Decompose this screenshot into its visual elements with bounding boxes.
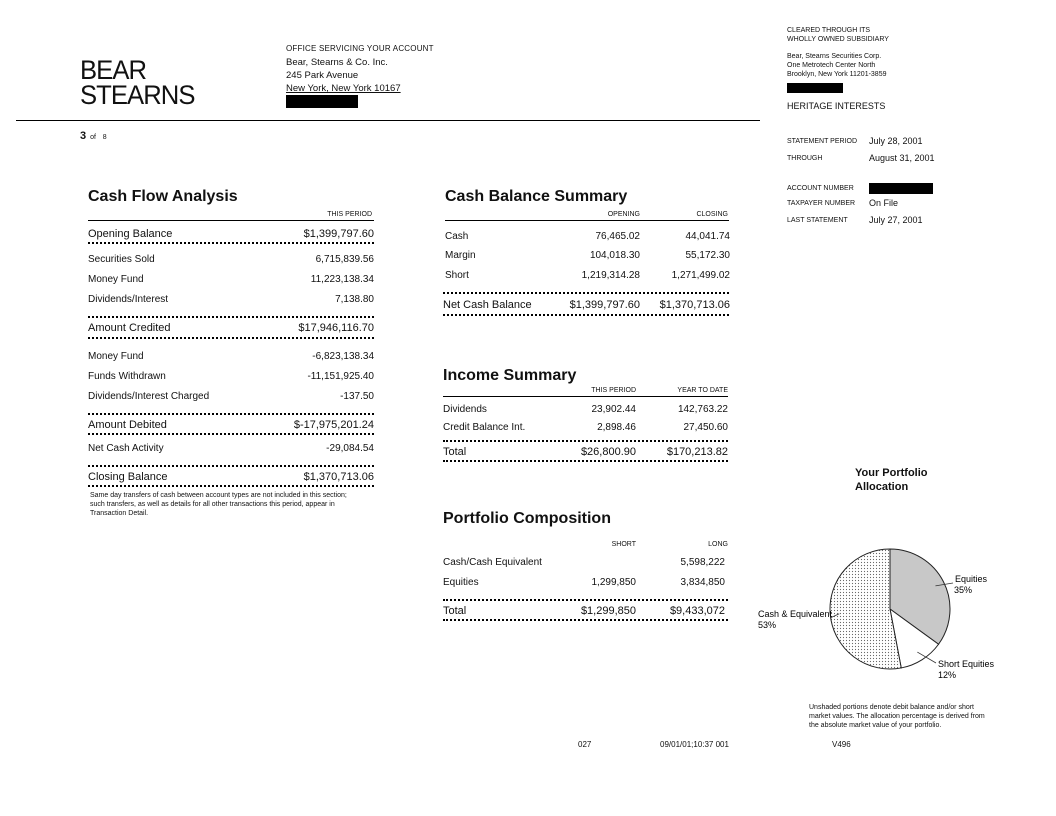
table-row: Short 1,219,314.28 1,271,499.02	[445, 270, 730, 281]
dotted-divider	[88, 316, 374, 318]
table-row: Money Fund 11,223,138.34	[88, 274, 374, 285]
portfolio-total-row: Total $1,299,850 $9,433,072	[443, 605, 725, 617]
dotted-divider	[443, 619, 728, 621]
portfolio-title: Portfolio Composition	[443, 510, 611, 527]
table-row: Dividends/Interest Charged -137.50	[88, 391, 374, 402]
allocation-pie-chart	[740, 540, 1050, 690]
amount-debited-row: Amount Debited $-17,975,201.24	[88, 419, 374, 431]
pie-label: Cash & Equivalent	[758, 609, 833, 619]
table-row: Cash 76,465.02 44,041.74	[445, 231, 730, 242]
table-row: Money Fund -6,823,138.34	[88, 351, 374, 362]
dotted-divider	[443, 440, 728, 442]
opening-balance-row: Opening Balance $1,399,797.60	[88, 228, 374, 240]
office-city: New York, New York 10167	[286, 83, 401, 94]
col-header-short: SHORT	[611, 541, 636, 548]
allocation-title: Your Portfolio Allocation	[855, 467, 928, 493]
pie-percent-label: 12%	[938, 670, 957, 680]
footer-code: 027	[578, 740, 592, 749]
col-header-long: LONG	[708, 541, 728, 548]
cash-balance-title: Cash Balance Summary	[445, 188, 628, 205]
dotted-divider	[88, 433, 374, 435]
net-cash-activity-row: Net Cash Activity -29,084.54	[88, 443, 374, 454]
pie-percent-label: 53%	[758, 620, 777, 630]
income-title: Income Summary	[443, 367, 577, 384]
dotted-divider	[443, 460, 728, 462]
table-row: Credit Balance Int. 2,898.46 27,450.60	[443, 422, 728, 433]
cash-flow-col-header: THIS PERIOD	[327, 211, 372, 218]
net-cash-balance-row: Net Cash Balance $1,399,797.60 $1,370,713.06	[443, 299, 730, 311]
redacted-box	[286, 95, 358, 108]
pie-label: Short Equities	[938, 659, 995, 669]
office-servicing-block	[286, 44, 434, 108]
col-header-closing: CLOSING	[696, 211, 728, 218]
dotted-divider	[88, 337, 374, 339]
table-row: Securities Sold 6,715,839.56	[88, 254, 374, 265]
footer-version: V496	[832, 740, 851, 749]
income-total-row: Total $26,800.90 $170,213.82	[443, 446, 728, 458]
office-name: Bear, Stearns & Co. Inc.	[286, 57, 388, 68]
divider	[88, 220, 374, 221]
dotted-divider	[88, 465, 374, 467]
table-row: Equities 1,299,850 3,834,850	[443, 577, 725, 588]
footer-timestamp: 09/01/01;10:37 001	[660, 740, 729, 749]
header-rule	[16, 120, 760, 121]
dotted-divider	[88, 485, 374, 487]
office-label: OFFICE SERVICING YOUR ACCOUNT	[286, 44, 434, 53]
col-header-opening: OPENING	[607, 211, 640, 218]
dotted-divider	[88, 242, 374, 244]
dotted-divider	[443, 314, 729, 316]
dotted-divider	[443, 292, 729, 294]
divider	[443, 396, 728, 397]
table-row: Dividends 23,902.44 142,763.22	[443, 404, 728, 415]
table-row: Cash/Cash Equivalent 5,598,222	[443, 557, 725, 568]
pie-percent-label: 35%	[954, 585, 973, 595]
redacted-box	[869, 183, 933, 194]
divider	[445, 220, 729, 221]
office-address: 245 Park Avenue	[286, 70, 359, 81]
redacted-box	[787, 83, 843, 93]
table-row: Funds Withdrawn -11,151,925.40	[88, 371, 374, 382]
col-header-this-period: THIS PERIOD	[591, 387, 636, 394]
cash-flow-note: Same day transfers of cash between account types are not included in this section; such transfers, as well as details for all other transactions this period, appear in Transaction Detail.	[90, 492, 347, 517]
table-row: Dividends/Interest 7,138.80	[88, 294, 374, 305]
cash-flow-title: Cash Flow Analysis	[88, 188, 238, 205]
dotted-divider	[443, 599, 728, 601]
account-name: HERITAGE INTERESTS	[787, 101, 886, 111]
dotted-divider	[88, 413, 374, 415]
amount-credited-row: Amount Credited $17,946,116.70	[88, 322, 374, 334]
table-row: Margin 104,018.30 55,172.30	[445, 250, 730, 261]
clearing-block: CLEARED THROUGH ITS WHOLLY OWNED SUBSIDIARY Bear, Stearns Securities Corp. One Metrotech Center North Brooklyn, New York 11201-3859	[787, 26, 1037, 93]
closing-balance-row: Closing Balance $1,370,713.06	[88, 471, 374, 483]
page-number: 3 of 8	[80, 130, 107, 142]
allocation-note: Unshaded portions denote debit balance and/or short market values. The allocation percentage is derived from the absolute market value of your portfolio.	[809, 704, 985, 729]
pie-label: Equities	[955, 574, 988, 584]
bear-stearns-logo: BEAR STEARNS	[80, 55, 195, 110]
col-header-ytd: YEAR TO DATE	[677, 387, 728, 394]
